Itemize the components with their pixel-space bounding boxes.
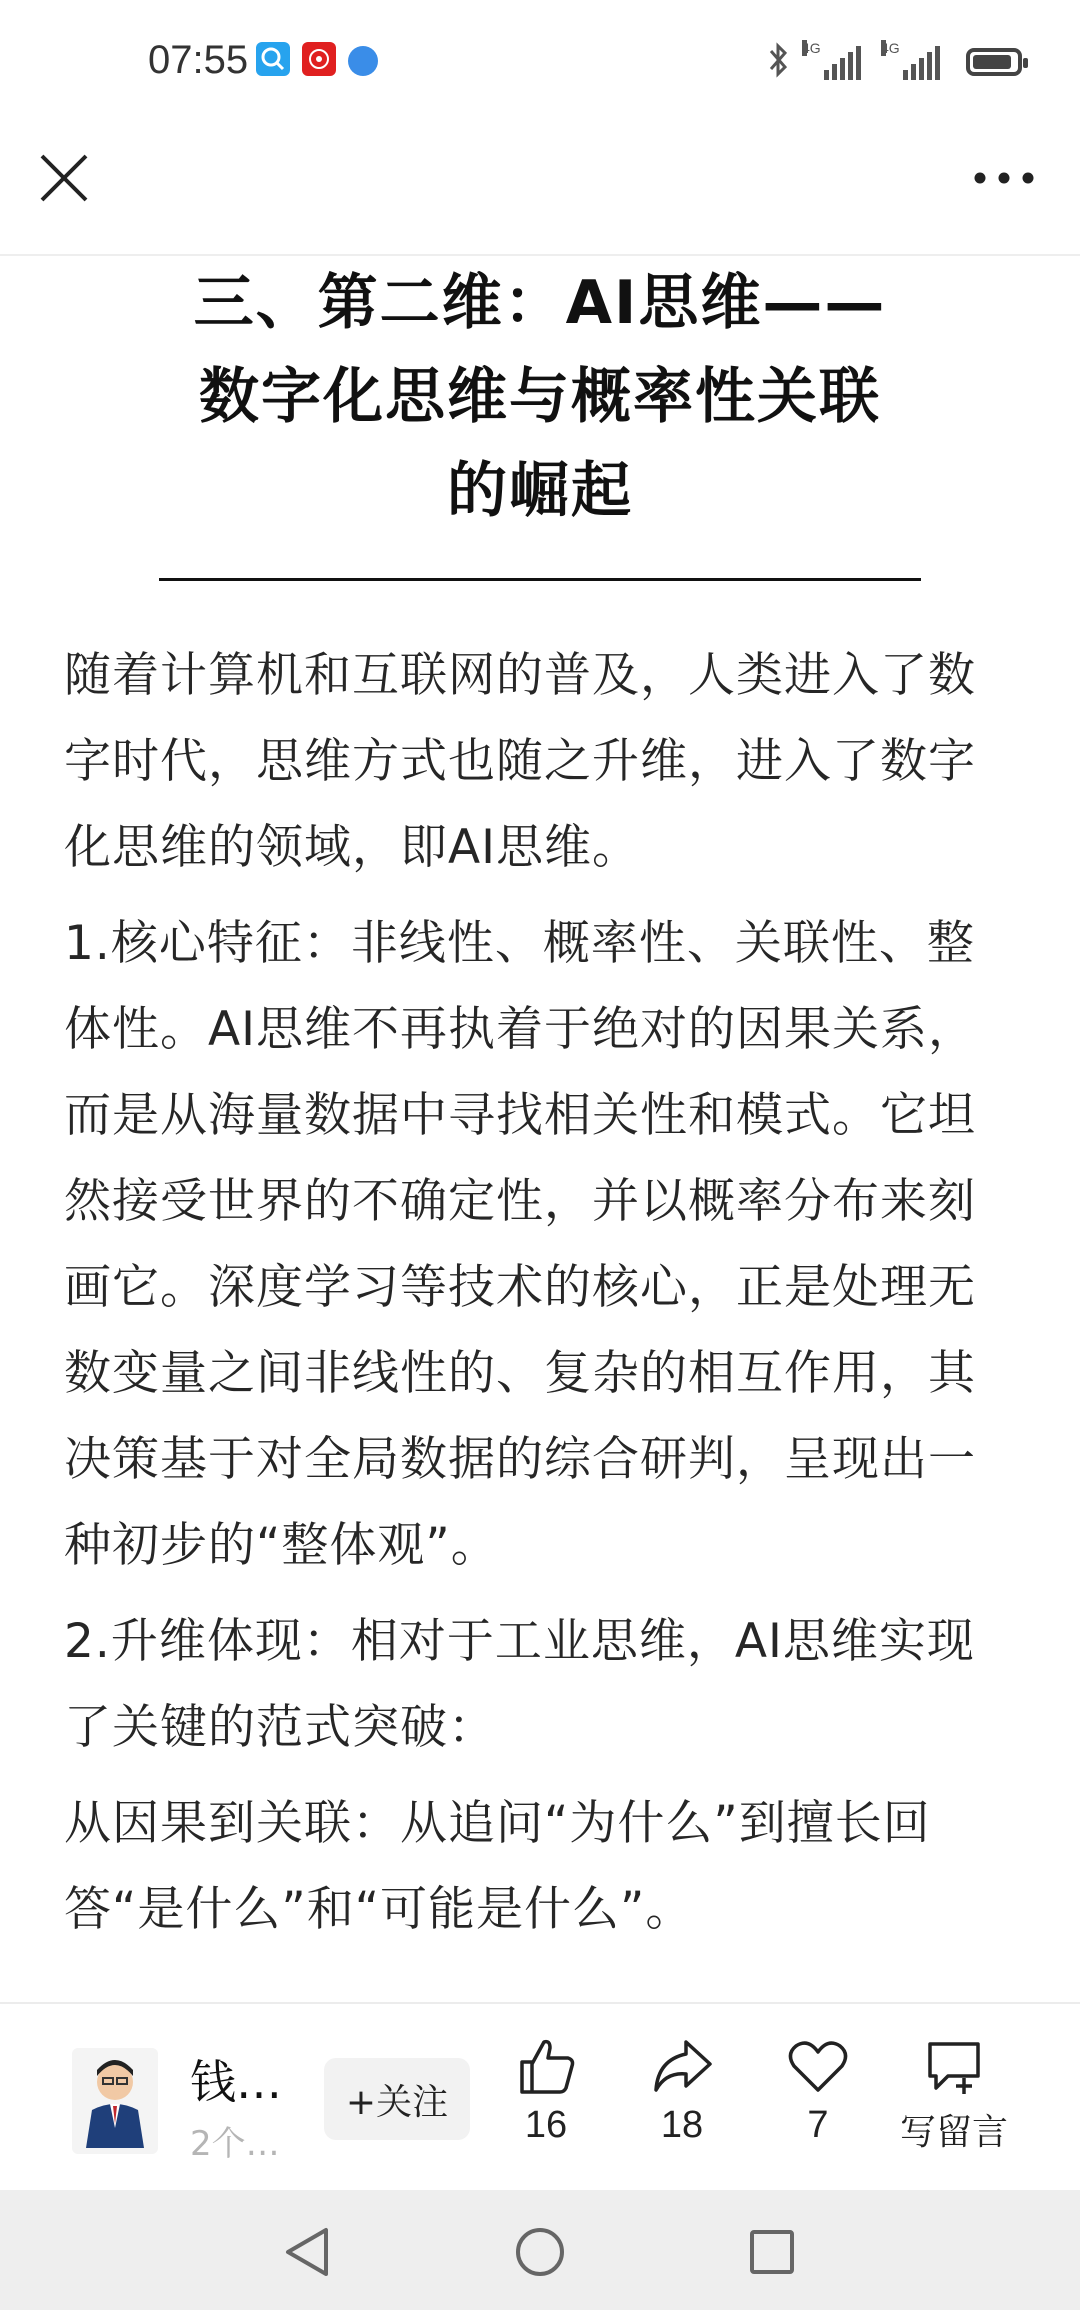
like-button[interactable]	[476, 2034, 616, 2147]
title-line: 数字化思维与概率性关联	[199, 362, 881, 432]
system-nav-bar	[0, 2190, 1080, 2310]
top-bar	[0, 120, 1080, 256]
paragraph: 随着计算机和互联网的普及，人类进入了数字时代，思维方式也随之升维，进入了数字化思维的领域，即AI思维。	[64, 648, 976, 875]
home-circle-icon[interactable]	[500, 2212, 580, 2292]
author-name[interactable]: 钱…	[190, 2055, 282, 2109]
title-line: 的崛起	[447, 456, 633, 526]
battery-fill	[973, 55, 1011, 69]
author-avatar[interactable]	[72, 2048, 158, 2154]
recents-square-icon[interactable]	[732, 2212, 812, 2292]
article-content[interactable]	[0, 256, 1080, 2002]
status-right-icons	[768, 40, 1022, 84]
thumbs-up-icon	[476, 2034, 616, 2098]
author-subtitle: 2个…	[190, 2124, 280, 2164]
like-count: 16	[524, 2104, 568, 2146]
bottom-action-bar	[0, 2002, 1080, 2192]
share-arrow-icon	[612, 2034, 752, 2098]
globe-app-icon	[348, 46, 378, 76]
share-button[interactable]	[612, 2034, 752, 2147]
search-app-icon	[256, 42, 290, 76]
signal-icon	[802, 40, 861, 80]
signal-icon-2	[881, 40, 940, 80]
comment-button[interactable]	[884, 2034, 1024, 2155]
paragraph: 从因果到关联：从追问“为什么”到擅长回答“是什么”和“可能是什么”。	[64, 1796, 931, 1937]
share-count: 18	[660, 2104, 704, 2146]
heart-icon	[748, 2034, 888, 2098]
favorite-button[interactable]	[748, 2034, 888, 2147]
paragraph: 1.核心特征：非线性、概率性、关联性、整体性。AI思维不再执着于绝对的因果关系，而是从海量数据中寻找相关性和模式。它坦然接受世界的不确定性，并以概率分布来刻画它。深度学习等技术的核心，正是处理无数变量之间非线性的、复杂的相互作用，其决策基于对全局数据的综合研判，呈现出一种初步的“整体观”。	[64, 916, 977, 1573]
comment-label: 写留言	[899, 2112, 1008, 2153]
network-label-2: 4G	[881, 40, 900, 56]
comment-icon	[884, 2034, 1024, 2098]
network-label: 4G	[802, 40, 821, 56]
title-line: 三、第二维：AI思维——	[193, 268, 887, 338]
paragraph: 2.升维体现：相对于工业思维，AI思维实现了关键的范式突破：	[64, 1614, 975, 1755]
article-body	[0, 581, 1080, 1953]
status-time: 07:55	[148, 38, 249, 82]
follow-button[interactable]: +关注	[324, 2058, 470, 2140]
close-icon[interactable]	[34, 148, 94, 208]
bluetooth-icon	[768, 41, 790, 83]
article-title	[130, 256, 950, 538]
status-bar	[0, 0, 1080, 120]
red-app-icon	[302, 42, 336, 76]
more-icon[interactable]	[968, 152, 1040, 204]
favorite-count: 7	[807, 2104, 829, 2146]
back-triangle-icon[interactable]	[268, 2212, 348, 2292]
battery-icon	[966, 48, 1022, 76]
